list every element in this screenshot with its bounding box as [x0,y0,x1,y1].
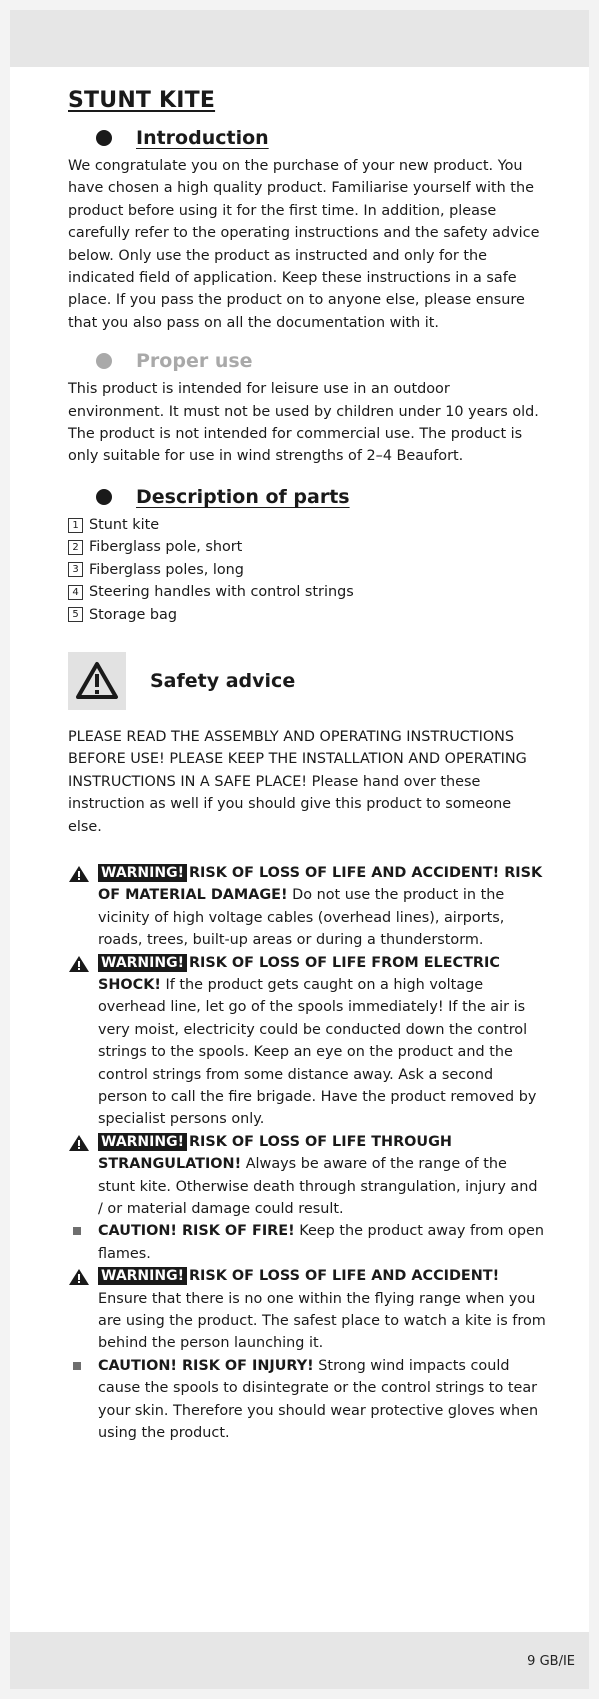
warning-badge: WARNING! [98,864,187,882]
document-title: STUNT KITE [68,88,216,113]
proper-use-heading [96,350,546,372]
warning-item [68,1131,546,1221]
warning-triangle-icon [68,865,90,883]
part-label: Stunt kite [89,516,160,533]
square-bullet-icon [73,1362,81,1370]
part-label: Storage bag [89,606,177,623]
introduction-heading [96,127,546,149]
caution-item [68,1220,546,1265]
parts-heading [96,486,546,508]
warning-bold-text: RISK OF LOSS OF LIFE AND ACCIDENT! RISK OF MATERIAL DAMAGE! [98,864,543,904]
part-label: Steering handles with control strings [89,584,354,601]
footer-band [10,1632,589,1689]
safety-intro-text: PLEASE READ THE ASSEMBLY AND OPERATING INSTRUCTIONS BEFORE USE! PLEASE KEEP THE INSTALLATION AND OPERATING INSTRUCTIONS IN A SAFE PLACE! Please hand over these instruction as well if you should give this product to someone else. [68,728,527,835]
introduction-text: We congratulate you on the purchase of your new product. You have chosen a high quality product. Familiarise yourself with the product before using it for the first time. In addition, please carefully refer to the operating instructions and the safety advice below. Only use the product as instructed and only for the indicated field of application. Keep these instructions in a safe place. If you pass the product on to anyone else, please ensure that you also pass on all the documentation with it. [68,158,540,331]
manual-page [10,10,589,1689]
parts-list [68,514,546,626]
caution-text: Strong wind impacts could cause the spools to disintegrate or the control strings to tear your skin. Therefore you should wear protective gloves when using the product. [98,1357,539,1442]
warning-item [68,1265,546,1355]
safety-items [68,862,546,1445]
part-number: 5 [68,607,83,622]
part-number: 1 [68,518,83,533]
proper-use-text: This product is intended for leisure use in an outdoor environment. It must not be used by children under 10 years old. The product is not intended for commercial use. The product is only suitable for use in wind strengths of 2–4 Beaufort. [68,381,539,465]
proper-use-heading-label: Proper use [136,350,253,373]
warning-badge: WARNING! [98,1267,187,1285]
caution-bold-text: CAUTION! RISK OF INJURY! [98,1357,314,1374]
warning-bold-text: RISK OF LOSS OF LIFE THROUGH STRANGULATION! [98,1133,452,1173]
parts-heading-label: Description of parts [136,485,350,508]
bullet-dot-icon [96,353,112,369]
warning-text: Always be aware of the range of the stunt kite. Otherwise death through strangulation, injury and / or material damage could result. [98,1156,538,1218]
part-label: Fiberglass pole, short [89,539,243,556]
warning-triangle-icon [68,955,90,973]
part-item [68,581,546,603]
page-content [68,80,546,1445]
square-bullet-icon [73,1227,81,1235]
warning-triangle-icon [68,652,126,710]
introduction-heading-label: Introduction [136,127,269,149]
warning-triangle-icon [68,1134,90,1152]
warning-text: If the product gets caught on a high voltage overhead line, let go of the spools immediately! If the air is very moist, electricity could be conducted down the control strings to the spools. Keep an eye on the product and the control strings from some distance away. Ask a second person to call the fire brigade. Have the product removed by specialist persons only. [98,976,537,1128]
part-item [68,604,546,626]
header-band [10,10,589,67]
bullet-dot-icon [96,489,112,505]
warning-item [68,862,546,952]
caution-item [68,1355,546,1445]
warning-text: Do not use the product in the vicinity of high voltage cables (overhead lines), airports, roads, trees, built-up areas or during a thunderstorm. [98,887,505,949]
safety-heading [68,652,546,710]
part-item [68,536,546,558]
warning-bold-text: RISK OF LOSS OF LIFE AND ACCIDENT! [188,1268,500,1285]
part-number: 3 [68,562,83,577]
part-label: Fiberglass poles, long [89,561,244,578]
warning-badge: WARNING! [98,954,187,972]
part-item [68,514,546,536]
part-number: 2 [68,540,83,555]
caution-text: Keep the product away from open flames. [98,1223,544,1262]
caution-bold-text: CAUTION! RISK OF FIRE! [98,1223,295,1240]
bullet-dot-icon [96,130,112,146]
safety-heading-label: Safety advice [150,669,296,692]
warning-badge: WARNING! [98,1133,187,1151]
page-number: 9 GB/IE [527,1654,575,1669]
warning-triangle-icon [68,1268,90,1286]
part-item [68,559,546,581]
warning-item [68,952,546,1131]
part-number: 4 [68,585,83,600]
warning-text: Ensure that there is no one within the flying range when you are using the product. The safest place to watch a kite is from behind the person launching it. [98,1290,546,1352]
warning-bold-text: RISK OF LOSS OF LIFE FROM ELECTRIC SHOCK! [98,954,500,993]
